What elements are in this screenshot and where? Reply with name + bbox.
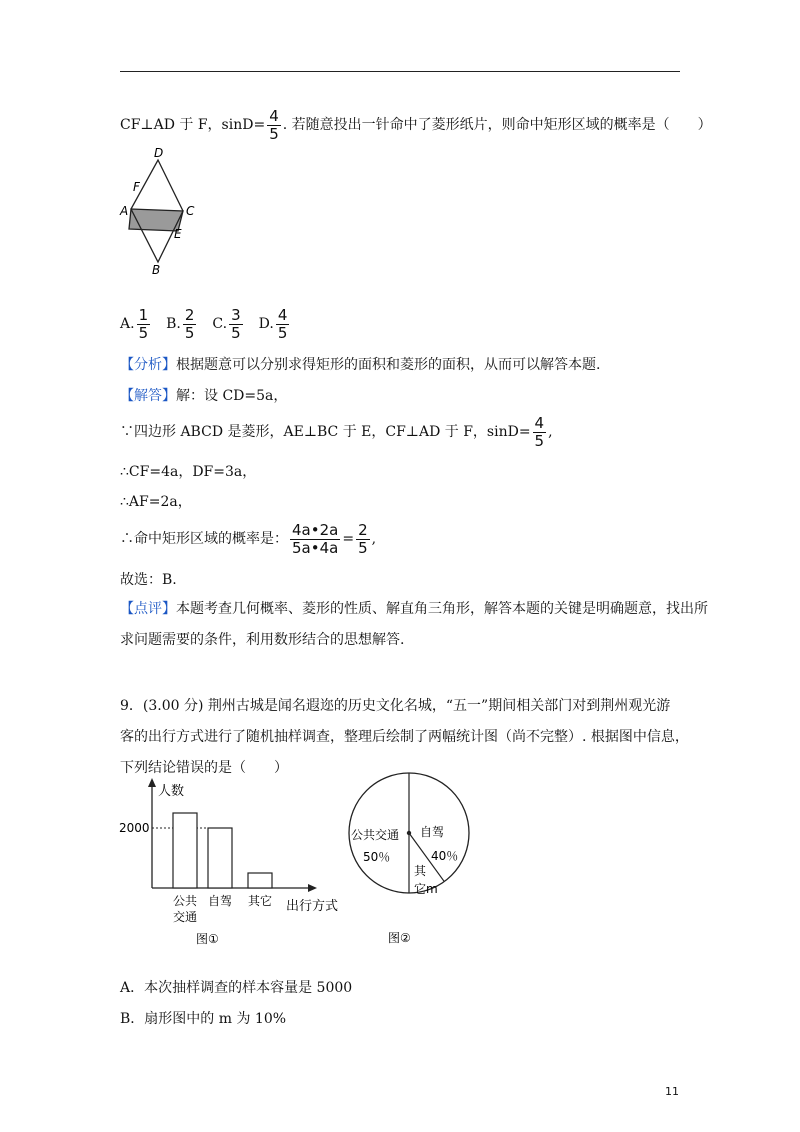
- option-a: A. $\frac{1}{5}$: [120, 305, 149, 342]
- header-rule: [120, 71, 680, 72]
- label-e: E: [174, 227, 182, 241]
- q8-stem-fraction: $\frac{4}{5}$: [269, 106, 279, 143]
- pie-label-1-1: 40％: [431, 849, 459, 863]
- x-axis-label: 出行方式: [286, 899, 339, 914]
- comment-tag: 【点评】: [120, 601, 176, 617]
- step4-line: ∴命中矩形区域的概率是： $\frac{4a•2a}{5a•4a}$ = $\frac{2}{5}$ ,: [120, 520, 377, 557]
- step2-line: ∴CF=4a，DF=3a，: [120, 464, 257, 480]
- page-number: 11: [665, 1085, 679, 1098]
- analysis-tag: 【分析】: [120, 357, 176, 373]
- q8-stem-tail: . 若随意投出一针命中了菱形纸片，则命中矩形区域的概率是（ ）: [282, 117, 712, 133]
- x-axis-arrow: [308, 884, 317, 892]
- solution-tag: 【解答】: [120, 388, 176, 404]
- solution-line: [120, 386, 287, 406]
- pie-label-0-1: 50％: [363, 850, 391, 864]
- q8-stem-text: CF⊥AD 于 F，sinD=: [120, 117, 266, 133]
- comment-line-2: 求问题需要的条件，利用数形结合的思想解答.: [120, 632, 405, 648]
- q9-option-b: B．扇形图中的 m 为 10%: [120, 1011, 287, 1027]
- y-axis-arrow: [148, 778, 156, 787]
- bar-group: [173, 813, 272, 924]
- label-d: D: [154, 146, 164, 160]
- solution-text: 解：设 CD=5a，: [176, 388, 288, 404]
- pie-group: [349, 773, 469, 896]
- option-d: D. $\frac{4}{5}$: [258, 305, 288, 342]
- analysis-line: [120, 355, 600, 375]
- option-c: C. $\frac{3}{5}$: [212, 305, 241, 342]
- analysis-text: 根据题意可以分别求得矩形的面积和菱形的面积，从而可以解答本题.: [176, 357, 601, 373]
- step1-fraction: $\frac{4}{5}$: [534, 413, 545, 450]
- bar-0: [173, 813, 197, 888]
- bar-chart: [110, 772, 360, 952]
- q8-options: [120, 306, 305, 342]
- pie-label-2-1: 它m: [414, 882, 438, 896]
- option-b: B. $\frac{2}{5}$: [166, 305, 195, 342]
- q9-line-1: 9．(3.00 分) 荆州古城是闻名遐迩的历史文化名城，“五一”期间相关部门对到荆州观光游: [120, 698, 671, 714]
- y-axis-label: 人数: [158, 784, 185, 799]
- bar-chart-title: 图①: [196, 932, 219, 946]
- step4-fraction-2: $\frac{2}{5}$: [358, 520, 368, 557]
- pie-chart-title: 图②: [388, 931, 411, 945]
- label-f: F: [133, 180, 140, 194]
- q9-line-2: 客的出行方式进行了随机抽样调查，整理后绘制了两幅统计图（尚不完整）. 根据图中信息，: [120, 729, 689, 745]
- bar-label-0-1: 交通: [172, 910, 198, 924]
- q8-stem: [120, 108, 712, 142]
- q9-line-3: 下列结论错误的是（ ）: [120, 760, 288, 776]
- bar-1: [208, 828, 232, 888]
- comment-line-1: 【点评】本题考查几何概率、菱形的性质、解直角三角形，解答本题的关键是明确题意，找出所: [120, 601, 708, 617]
- bar-label-2-0: 其它: [247, 894, 273, 908]
- label-c: C: [186, 204, 195, 218]
- bar-label-0-0: 公共: [172, 894, 198, 908]
- step1-line: ∵四边形 ABCD 是菱形，AE⊥BC 于 E，CF⊥AD 于 F，sinD= $\frac{4}{5}$ ,: [120, 413, 553, 450]
- step3-line: ∴AF=2a，: [120, 494, 192, 510]
- pie-label-2-0: 其: [414, 864, 427, 878]
- step4-fraction-1: $\frac{4a•2a}{5a•4a}$: [292, 520, 339, 557]
- bar-label-1-0: 自驾: [207, 894, 233, 908]
- y-tick-label: 2000: [119, 821, 150, 835]
- pie-label-1-0: 自驾: [420, 825, 445, 839]
- bar-2: [248, 873, 272, 888]
- q9-option-a: A．本次抽样调查的样本容量是 5000: [120, 980, 353, 996]
- pie-center: [407, 831, 411, 835]
- pie-chart: [340, 760, 480, 950]
- label-b: B: [152, 263, 161, 277]
- choose-line: 故选：B.: [120, 572, 177, 588]
- label-a: A: [120, 204, 129, 218]
- pie-label-0-0: 公共交通: [351, 828, 400, 842]
- rhombus-figure: [110, 140, 210, 280]
